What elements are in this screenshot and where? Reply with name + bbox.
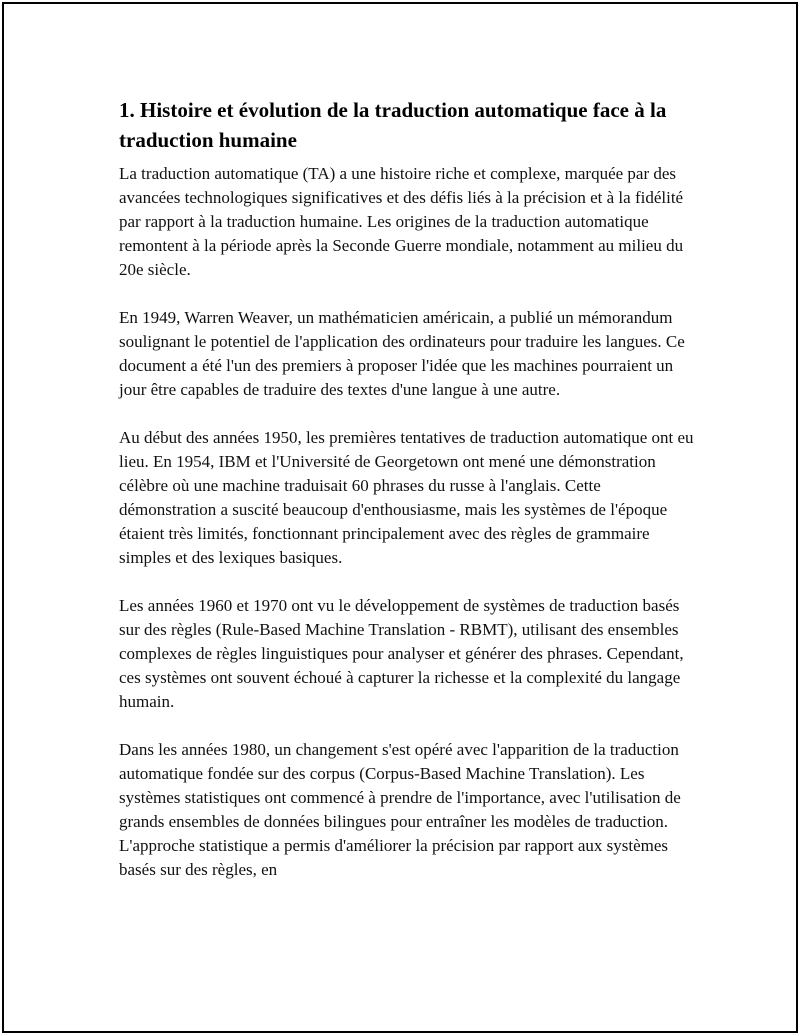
section-heading: 1. Histoire et évolution de la traduction automatique face à la traduction humaine xyxy=(119,98,667,152)
paragraph-corpus-1980s: Dans les années 1980, un changement s'est opéré avec l'apparition de la traduction automatique fondée sur des corpus (Corpus-Based Machine Translation). Les systèmes statistiques ont commencé à prendre de l'importance, avec l'utilisation de grands ensembles de données bilingues pour entraîner les modèles de traduction. L'approche statistique a permis d'améliorer la précision par rapport aux systèmes basés sur des règles, en xyxy=(119,740,681,879)
paragraph-1950s-georgetown: Au début des années 1950, les premières tentatives de traduction automatique ont eu lieu. En 1954, IBM et l'Université de Georgetown ont mené une démonstration célèbre où une machine traduisait 60 phrases du russe à l'anglais. Cette démonstration a suscité beaucoup d'enthousiasme, mais les systèmes de l'époque étaient très limités, fonctionnant principalement avec des règles de grammaire simples et des lexiques basiques. xyxy=(119,428,694,567)
paragraph-weaver-1949: En 1949, Warren Weaver, un mathématicien américain, a publié un mémorandum soulignant le potentiel de l'application des ordinateurs pour traduire les langues. Ce document a été l'un des premiers à proposer l'idée que les machines pourraient un jour être capables de traduire des textes d'une langue à une autre. xyxy=(119,308,685,399)
document-body xyxy=(119,95,694,882)
paragraph-origins: La traduction automatique (TA) a une histoire riche et complexe, marquée par des avancées technologiques significatives et des défis liés à la précision et à la fidélité par rapport à la traduction humaine. Les origines de la traduction automatique remontent à la période après la Seconde Guerre mondiale, notamment au milieu du 20e siècle. xyxy=(119,164,684,279)
page-frame xyxy=(2,2,798,1033)
paragraph-rbmt-1960s: Les années 1960 et 1970 ont vu le développement de systèmes de traduction basés sur des règles (Rule-Based Machine Translation - RBMT), utilisant des ensembles complexes de règles linguistiques pour analyser et générer des phrases. Cependant, ces systèmes ont souvent échoué à capturer la richesse et la complexité du langage humain. xyxy=(119,596,684,711)
